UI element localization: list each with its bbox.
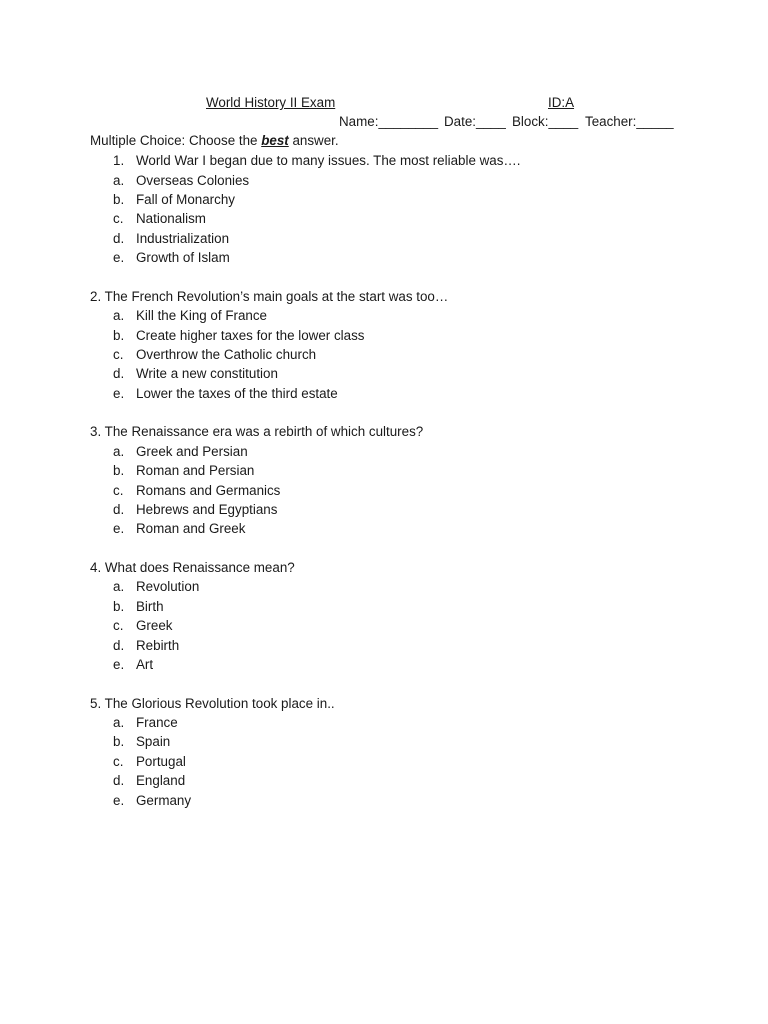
option-text: Germany [136, 793, 192, 808]
option-letter: b. [113, 599, 125, 614]
option-letter: e. [113, 657, 125, 672]
option-letter: b. [113, 328, 125, 343]
option-letter: b. [113, 192, 125, 207]
option-text: Fall of Monarchy [136, 192, 235, 207]
question-text: What does Renaissance mean? [104, 560, 295, 575]
option-text: Birth [136, 599, 164, 614]
question-number: 2. [90, 289, 102, 304]
option-letter: c. [113, 211, 124, 226]
instructions-suffix: answer. [288, 133, 339, 148]
option-letter: d. [113, 231, 125, 246]
option-letter: c. [113, 347, 124, 362]
question-prompt [90, 560, 295, 576]
option-text: Rebirth [136, 638, 180, 653]
question-prompt [90, 424, 423, 440]
question-text: The French Revolution’s main goals at the start was too… [104, 289, 449, 304]
option-letter: e. [113, 386, 125, 401]
teacher-field-label: Teacher:_____ [585, 114, 674, 129]
option-text: Roman and Greek [136, 521, 246, 536]
instructions-emphasis: best [261, 133, 289, 148]
option-text: Write a new constitution [136, 366, 278, 381]
exam-title: World History II Exam [206, 95, 336, 110]
option-letter: e. [113, 250, 125, 265]
option-letter: b. [113, 734, 125, 749]
question-text: World War I began due to many issues. The most reliable was…. [136, 153, 521, 168]
option-letter: d. [113, 638, 125, 653]
option-letter: c. [113, 754, 124, 769]
question-text: The Renaissance era was a rebirth of which cultures? [104, 424, 424, 439]
option-letter: d. [113, 773, 125, 788]
option-letter: e. [113, 521, 125, 536]
instructions-prefix: Multiple Choice: Choose the [90, 133, 262, 148]
option-letter: a. [113, 579, 125, 594]
date-field-label: Date:____ [444, 114, 506, 129]
option-text: Romans and Germanics [136, 483, 281, 498]
option-letter: a. [113, 715, 125, 730]
option-letter: e. [113, 793, 125, 808]
option-text: Art [136, 657, 154, 672]
option-letter: c. [113, 618, 124, 633]
option-text: Spain [136, 734, 171, 749]
option-text: Overthrow the Catholic church [136, 347, 317, 362]
option-letter: d. [113, 502, 125, 517]
option-text: Revolution [136, 579, 200, 594]
option-text: Lower the taxes of the third estate [136, 386, 338, 401]
option-letter: c. [113, 483, 124, 498]
option-letter: a. [113, 444, 125, 459]
question-prompt [90, 289, 448, 305]
option-text: Industrialization [136, 231, 230, 246]
name-field-label: Name:________ [339, 114, 439, 129]
option-letter: a. [113, 308, 125, 323]
option-text: Nationalism [136, 211, 206, 226]
question-number: 4. [90, 560, 102, 575]
exam-id: ID:A [548, 95, 575, 110]
question-text: The Glorious Revolution took place in.. [104, 696, 335, 711]
option-letter: a. [113, 173, 125, 188]
option-text: Create higher taxes for the lower class [136, 328, 365, 343]
block-field-label: Block:____ [512, 114, 579, 129]
option-letter: d. [113, 366, 125, 381]
question-number: 1. [113, 153, 125, 168]
option-text: France [136, 715, 178, 730]
option-letter: b. [113, 463, 125, 478]
option-text: Kill the King of France [136, 308, 267, 323]
option-text: Roman and Persian [136, 463, 255, 478]
option-text: Portugal [136, 754, 186, 769]
question-prompt [90, 696, 335, 712]
option-text: Overseas Colonies [136, 173, 250, 188]
option-text: Greek [136, 618, 173, 633]
option-text: Hebrews and Egyptians [136, 502, 278, 517]
instructions [90, 133, 339, 149]
option-text: England [136, 773, 186, 788]
question-number: 5. [90, 696, 102, 711]
question-number: 3. [90, 424, 102, 439]
option-text: Growth of Islam [136, 250, 230, 265]
option-text: Greek and Persian [136, 444, 248, 459]
